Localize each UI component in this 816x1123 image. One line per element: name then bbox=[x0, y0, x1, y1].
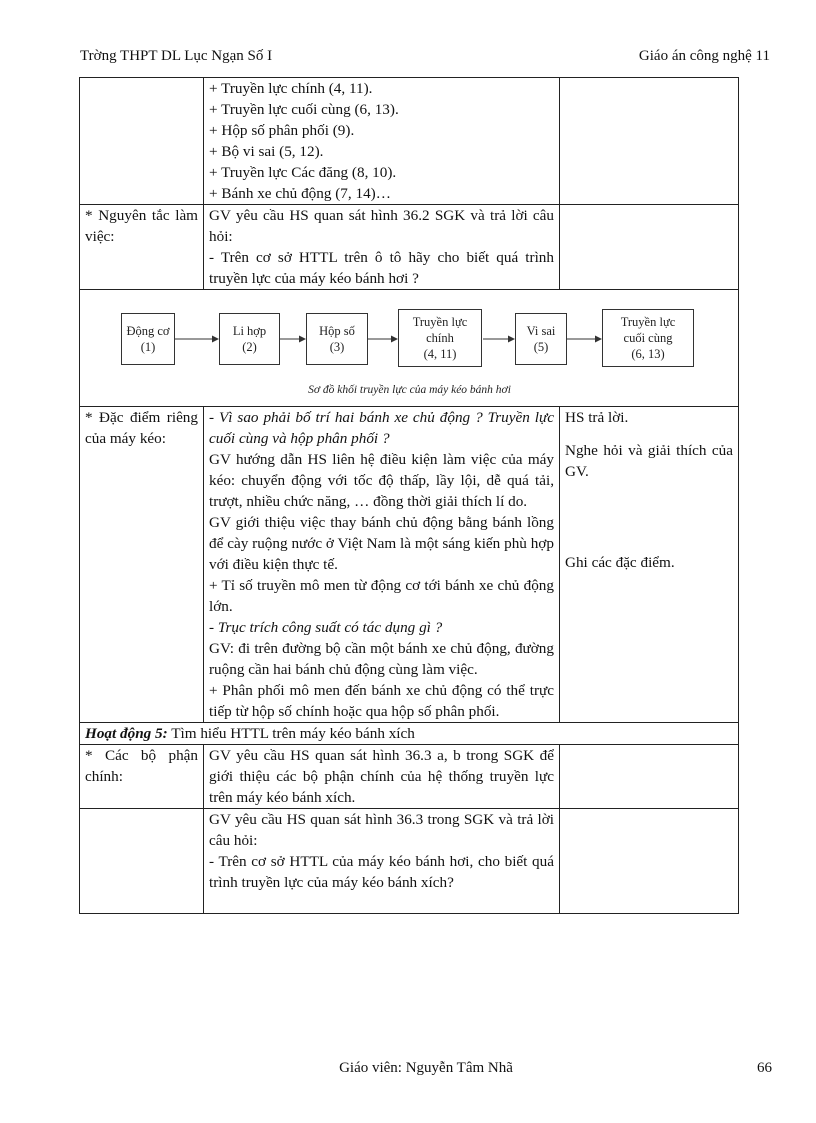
block-label: Hộp số bbox=[319, 324, 355, 338]
activity-heading bbox=[80, 723, 739, 745]
content-cell: GV yêu cầu HS quan sát hình 36.3 a, b trong SGK để giới thiệu các bộ phận chính của hệ thống truyền lực trên máy kéo bánh xích. bbox=[204, 745, 560, 809]
paragraph: GV yêu cầu HS quan sát hình 36.2 SGK và trả lời câu hỏi: bbox=[209, 207, 554, 245]
block-final-drive bbox=[602, 309, 694, 367]
student-cell bbox=[560, 78, 739, 205]
paragraph: + Tỉ số truyền mô men từ động cơ tới bánh xe chủ động lớn. bbox=[209, 577, 554, 615]
label-cell: * Nguyên tắc làm việc: bbox=[80, 205, 204, 290]
paragraph: GV yêu cầu HS quan sát hình 36.3 trong SGK và trả lời câu hỏi: bbox=[209, 811, 554, 849]
block-label: Li hợp bbox=[232, 324, 267, 338]
table-row bbox=[80, 205, 739, 290]
list-item: + Bánh xe chủ động (7, 14)… bbox=[209, 185, 391, 202]
block-number: (6, 13) bbox=[631, 347, 665, 361]
block-number: (2) bbox=[242, 340, 257, 354]
student-activity: HS trả lời. bbox=[565, 409, 629, 426]
page-footer bbox=[80, 1060, 772, 1082]
paragraph: GV giới thiệu việc thay bánh chủ động bằng bánh lồng để cày ruộng nước ở Việt Nam là một sáng kiến phù hợp với điều kiện thực tế. bbox=[209, 514, 554, 573]
table-row bbox=[80, 809, 739, 914]
page-header bbox=[80, 48, 770, 70]
student-cell bbox=[560, 407, 739, 723]
diagram-cell bbox=[80, 290, 739, 407]
paragraph: - Trên cơ sở HTTL của máy kéo bánh hơi, cho biết quá trình truyền lực của máy kéo bánh xích? bbox=[209, 853, 554, 891]
block-label: Truyền lực cuối cùng bbox=[620, 315, 676, 345]
student-cell bbox=[560, 809, 739, 914]
lesson-table bbox=[79, 77, 739, 914]
question: - Vì sao phải bố trí hai bánh xe chủ động ? Truyền lực cuối cùng và hộp phân phối ? bbox=[209, 409, 554, 447]
label-cell: * Các bộ phận chính: bbox=[80, 745, 204, 809]
table-row bbox=[80, 745, 739, 809]
content-cell bbox=[204, 78, 560, 205]
list-item: + Truyền lực chính (4, 11). bbox=[209, 80, 373, 97]
question: - Trục trích công suất có tác dụng gì ? bbox=[209, 619, 443, 636]
student-activity: Ghi các đặc điểm. bbox=[565, 554, 675, 571]
table-row bbox=[80, 78, 739, 205]
block-label: Vi sai bbox=[526, 324, 556, 338]
document-title: Giáo án công nghệ 11 bbox=[638, 48, 770, 64]
block-number: (1) bbox=[140, 340, 156, 354]
list-item: + Truyền lực Các đăng (8, 10). bbox=[209, 164, 397, 181]
table-row bbox=[80, 407, 739, 723]
block-differential bbox=[515, 313, 567, 365]
paragraph: - Trên cơ sở HTTL trên ô tô hãy cho biết quá trình truyền lực của máy kéo bánh hơi ? bbox=[209, 249, 554, 287]
page-number: 66 bbox=[757, 1060, 772, 1076]
content-cell bbox=[204, 407, 560, 723]
label-cell bbox=[80, 78, 204, 205]
content-cell bbox=[204, 205, 560, 290]
diagram-caption: Sơ đồ khối truyền lực của máy kéo bánh hơi bbox=[308, 384, 511, 396]
list-item: + Bộ vi sai (5, 12). bbox=[209, 143, 324, 160]
paragraph: GV: đi trên đường bộ cần một bánh xe chủ động, đường ruộng cần hai bánh chủ động cùng làm việc. bbox=[209, 640, 554, 678]
list-item: + Truyền lực cuối cùng (6, 13). bbox=[209, 101, 399, 118]
block-label: Truyền lực chính bbox=[412, 315, 468, 345]
teacher-name: Giáo viên: Nguyễn Tâm Nhã bbox=[339, 1060, 513, 1076]
school-name: Trờng THPT DL Lục Ngạn Số I bbox=[80, 48, 273, 64]
block-gearbox bbox=[306, 313, 368, 365]
block-clutch bbox=[219, 313, 280, 365]
activity-row bbox=[80, 723, 739, 745]
activity-title: Tìm hiểu HTTL trên máy kéo bánh xích bbox=[167, 725, 415, 742]
block-number: (4, 11) bbox=[423, 347, 457, 361]
list-item: + Hộp số phân phối (9). bbox=[209, 122, 355, 139]
student-cell bbox=[560, 745, 739, 809]
content-cell bbox=[204, 809, 560, 914]
table-row bbox=[80, 290, 739, 407]
block-diagram bbox=[80, 290, 739, 406]
label-cell: * Đặc điểm riêng của máy kéo: bbox=[80, 407, 204, 723]
paragraph: GV hướng dẫn HS liên hệ điều kiện làm việc của máy kéo: chuyển động với tốc độ thấp, lầy lội, dễ quá tải, trượt, nhiều chức năng, … đồng thời giải thích lí do. bbox=[209, 451, 554, 510]
block-label: Động cơ bbox=[126, 324, 170, 338]
block-number: (5) bbox=[533, 340, 549, 354]
student-cell bbox=[560, 205, 739, 290]
paragraph: + Phân phối mô men đến bánh xe chủ động có thể trực tiếp từ hộp số chính hoặc qua hộp số phân phối. bbox=[209, 682, 554, 720]
label-cell bbox=[80, 809, 204, 914]
activity-label: Hoạt động 5: bbox=[85, 725, 168, 742]
block-engine bbox=[121, 313, 175, 365]
student-activity: Nghe hỏi và giải thích của GV. bbox=[565, 442, 733, 480]
block-main-drive bbox=[398, 309, 482, 367]
block-number: (3) bbox=[329, 340, 345, 354]
